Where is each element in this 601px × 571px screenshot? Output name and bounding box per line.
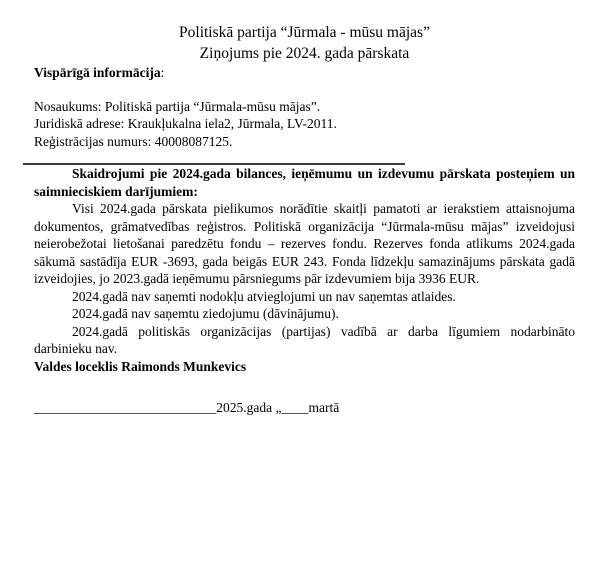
- paragraph-reserve-fund: Visi 2024.gada pārskata pielikumos norādītie skaitļi pamatoti ar ierakstiem attaisnojuma dokumentos, grāmatvedības reģistros. Politiskā organizācija “Jūrmala-mūsu mājas” izveidojusi neierobežotai lietošanai paredzētu fondu – rezerves fondu. Rezerves fonda atlikums 2024.gada sākumā sastādīja EUR -3693, gada beigās EUR 243. Fonda līdzekļu samazinājums pārskata gadā izveidojies, jo 2023.gadā ieņēmumu pārsniegums pār izdevumiem bija 3936 EUR.: [34, 201, 575, 286]
- legal-address-line: Juridiskā adrese: Kraukļukalna iela2, Jūrmala, LV-2011.: [34, 116, 337, 131]
- date-year-text: 2025.gada „: [216, 400, 282, 415]
- general-info-heading-colon: :: [160, 65, 165, 80]
- registration-number-line: Reģistrācijas numurs: 40008087125.: [34, 133, 233, 149]
- general-info-heading-text: Vispārīgā informācija: [34, 65, 161, 80]
- general-info-heading: [34, 64, 575, 82]
- paragraph-donations: 2024.gadā nav saņemtu ziedojumu (dāvinājumu).: [72, 306, 339, 321]
- signature-date-line: [34, 399, 575, 417]
- document-title-line1: Politiskā partija “Jūrmala - mūsu mājas”: [179, 24, 430, 41]
- org-name-line: Nosaukums: Politiskā partija “Jūrmala-mūsu mājas”.: [34, 98, 321, 114]
- board-member-line: Valdes loceklis Raimonds Munkevics: [34, 358, 247, 374]
- signature-blank-line: ___________________________: [34, 400, 217, 415]
- document-title-line2: Ziņojums pie 2024. gada pārskata: [199, 45, 410, 62]
- document-title: [34, 22, 575, 64]
- general-info-block: [34, 98, 575, 151]
- date-month-text: martā: [308, 400, 340, 415]
- paragraph-employees: 2024.gadā politiskās organizācijas (partijas) vadībā ar darba līgumiem nodarbināto darbinieku nav.: [34, 323, 575, 356]
- date-day-blank: ____: [281, 400, 309, 415]
- explanations-heading: Skaidrojumi pie 2024.gada bilances, ieņēmumu un izdevumu pārskata posteņiem un saimnieciskiem darījumiem:: [34, 166, 575, 199]
- paragraph-tax-reliefs: 2024.gadā nav saņemti nodokļu atvieglojumi un nav saņemtas atlaides.: [72, 288, 456, 304]
